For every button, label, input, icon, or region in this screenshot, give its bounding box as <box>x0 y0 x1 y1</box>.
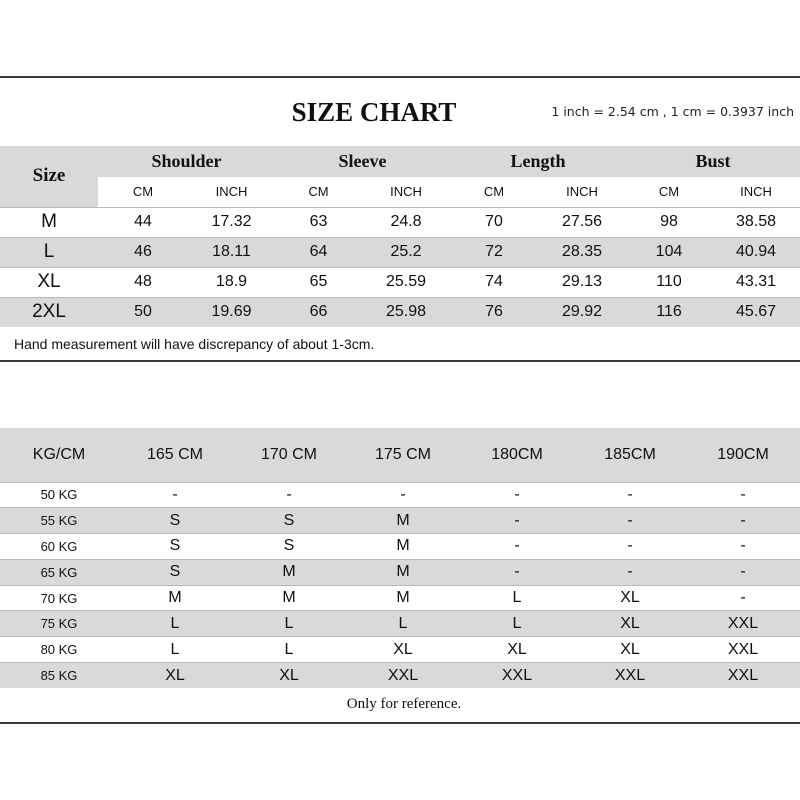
table-row <box>0 267 800 297</box>
table-cell: XL <box>574 585 686 611</box>
table-cell: XXL <box>686 663 800 689</box>
table-cell: 98 <box>626 207 712 237</box>
row-label: 80 KG <box>0 637 118 663</box>
group-header-sleeve: Sleeve <box>275 146 450 177</box>
table-cell: - <box>686 508 800 534</box>
reference-note: Only for reference. <box>346 696 462 712</box>
table-cell: XXL <box>686 637 800 663</box>
unit-header: INCH <box>188 177 275 207</box>
table-cell: M <box>232 559 346 585</box>
height-header: 185CM <box>574 428 686 482</box>
table-cell: - <box>118 482 232 508</box>
table-cell: 27.56 <box>538 207 626 237</box>
table-cell: - <box>686 585 800 611</box>
table-cell: - <box>232 482 346 508</box>
table-cell: M <box>232 585 346 611</box>
table-cell: 28.35 <box>538 237 626 267</box>
row-label: 55 KG <box>0 508 118 534</box>
bottom-rule <box>0 722 800 724</box>
unit-header: CM <box>450 177 538 207</box>
table-cell: 45.67 <box>712 297 800 327</box>
table-cell: S <box>118 508 232 534</box>
top-rule <box>0 76 800 78</box>
table-row <box>0 637 800 663</box>
table-cell: 40.94 <box>712 237 800 267</box>
table-cell: 64 <box>275 237 362 267</box>
table-cell: M <box>346 559 460 585</box>
table-row <box>0 508 800 534</box>
table-cell: - <box>460 534 574 560</box>
table-cell: 38.58 <box>712 207 800 237</box>
table-cell: 25.98 <box>362 297 450 327</box>
table-cell: S <box>118 534 232 560</box>
table-cell: - <box>686 534 800 560</box>
table-cell: M <box>346 534 460 560</box>
table-cell: - <box>346 482 460 508</box>
table-cell: L <box>460 611 574 637</box>
row-label: 70 KG <box>0 585 118 611</box>
table-cell: S <box>232 508 346 534</box>
table-cell: - <box>574 482 686 508</box>
table-cell: L <box>232 611 346 637</box>
table-row <box>0 611 800 637</box>
table-cell: 24.8 <box>362 207 450 237</box>
table-cell: 29.92 <box>538 297 626 327</box>
table-cell: 18.9 <box>188 267 275 297</box>
size-header: Size <box>0 146 98 207</box>
table-cell: L <box>232 637 346 663</box>
table-cell: 66 <box>275 297 362 327</box>
table-cell: 50 <box>98 297 188 327</box>
row-label: 75 KG <box>0 611 118 637</box>
table-cell: - <box>460 508 574 534</box>
table-cell: M <box>118 585 232 611</box>
table-cell: 25.59 <box>362 267 450 297</box>
section-rule <box>0 360 800 362</box>
table-cell: - <box>460 559 574 585</box>
group-header-shoulder: Shoulder <box>98 146 275 177</box>
table-cell: - <box>574 508 686 534</box>
table-cell: XXL <box>346 663 460 689</box>
table-row <box>0 663 800 689</box>
table-cell: XXL <box>460 663 574 689</box>
table-cell: 110 <box>626 267 712 297</box>
table-cell: - <box>574 559 686 585</box>
table-cell: 19.69 <box>188 297 275 327</box>
table-cell: - <box>460 482 574 508</box>
table-cell: S <box>232 534 346 560</box>
unit-header: INCH <box>538 177 626 207</box>
unit-header: CM <box>98 177 188 207</box>
unit-header: CM <box>626 177 712 207</box>
table-cell: 63 <box>275 207 362 237</box>
table-cell: XL <box>574 637 686 663</box>
table-cell: 74 <box>450 267 538 297</box>
table-cell: M <box>346 508 460 534</box>
height-header: 180CM <box>460 428 574 482</box>
table-cell: M <box>346 585 460 611</box>
table-cell: 70 <box>450 207 538 237</box>
table-cell: XXL <box>686 611 800 637</box>
table-cell: 48 <box>98 267 188 297</box>
table-cell: - <box>686 482 800 508</box>
unit-header: INCH <box>362 177 450 207</box>
table-cell: XL <box>118 663 232 689</box>
table-cell: 44 <box>98 207 188 237</box>
fit-table <box>0 428 800 688</box>
table-cell: L <box>118 611 232 637</box>
table-cell: 29.13 <box>538 267 626 297</box>
table-row <box>0 534 800 560</box>
table-row <box>0 559 800 585</box>
height-header: 165 CM <box>118 428 232 482</box>
row-label: 65 KG <box>0 559 118 585</box>
table-cell: XXL <box>574 663 686 689</box>
table-cell: XL <box>232 663 346 689</box>
table-cell: 116 <box>626 297 712 327</box>
group-header-length: Length <box>450 146 626 177</box>
table-cell: 72 <box>450 237 538 267</box>
height-header: 190CM <box>686 428 800 482</box>
measurement-note: Hand measurement will have discrepancy of about 1-3cm. <box>14 336 375 352</box>
table-row <box>0 297 800 327</box>
table-cell: S <box>118 559 232 585</box>
table-cell: L <box>118 637 232 663</box>
fit-table-body <box>0 482 800 688</box>
unit-header: CM <box>275 177 362 207</box>
row-label: 85 KG <box>0 663 118 689</box>
table-cell: L <box>460 585 574 611</box>
height-header: 170 CM <box>232 428 346 482</box>
table-cell: 46 <box>98 237 188 267</box>
unit-header: INCH <box>712 177 800 207</box>
table-cell: 104 <box>626 237 712 267</box>
page-title: SIZE CHART <box>291 97 457 127</box>
row-label: 2XL <box>0 297 98 327</box>
group-header-bust: Bust <box>626 146 800 177</box>
table-row <box>0 237 800 267</box>
table-cell: 18.11 <box>188 237 275 267</box>
size-table-body <box>0 207 800 327</box>
row-label: L <box>0 237 98 267</box>
size-table <box>0 146 800 327</box>
row-label: XL <box>0 267 98 297</box>
table-cell: 17.32 <box>188 207 275 237</box>
table-cell: 25.2 <box>362 237 450 267</box>
row-label: 60 KG <box>0 534 118 560</box>
unit-conversion: 1 inch = 2.54 cm , 1 cm = 0.3937 inch <box>551 104 794 119</box>
row-label: M <box>0 207 98 237</box>
table-cell: XL <box>460 637 574 663</box>
table-cell: 43.31 <box>712 267 800 297</box>
row-label: 50 KG <box>0 482 118 508</box>
fit-corner-header: KG/CM <box>0 428 118 482</box>
table-row <box>0 585 800 611</box>
table-cell: XL <box>346 637 460 663</box>
height-header: 175 CM <box>346 428 460 482</box>
table-cell: XL <box>574 611 686 637</box>
table-cell: L <box>346 611 460 637</box>
table-row <box>0 482 800 508</box>
table-cell: 65 <box>275 267 362 297</box>
table-cell: - <box>574 534 686 560</box>
table-cell: - <box>686 559 800 585</box>
table-row <box>0 207 800 237</box>
table-cell: 76 <box>450 297 538 327</box>
